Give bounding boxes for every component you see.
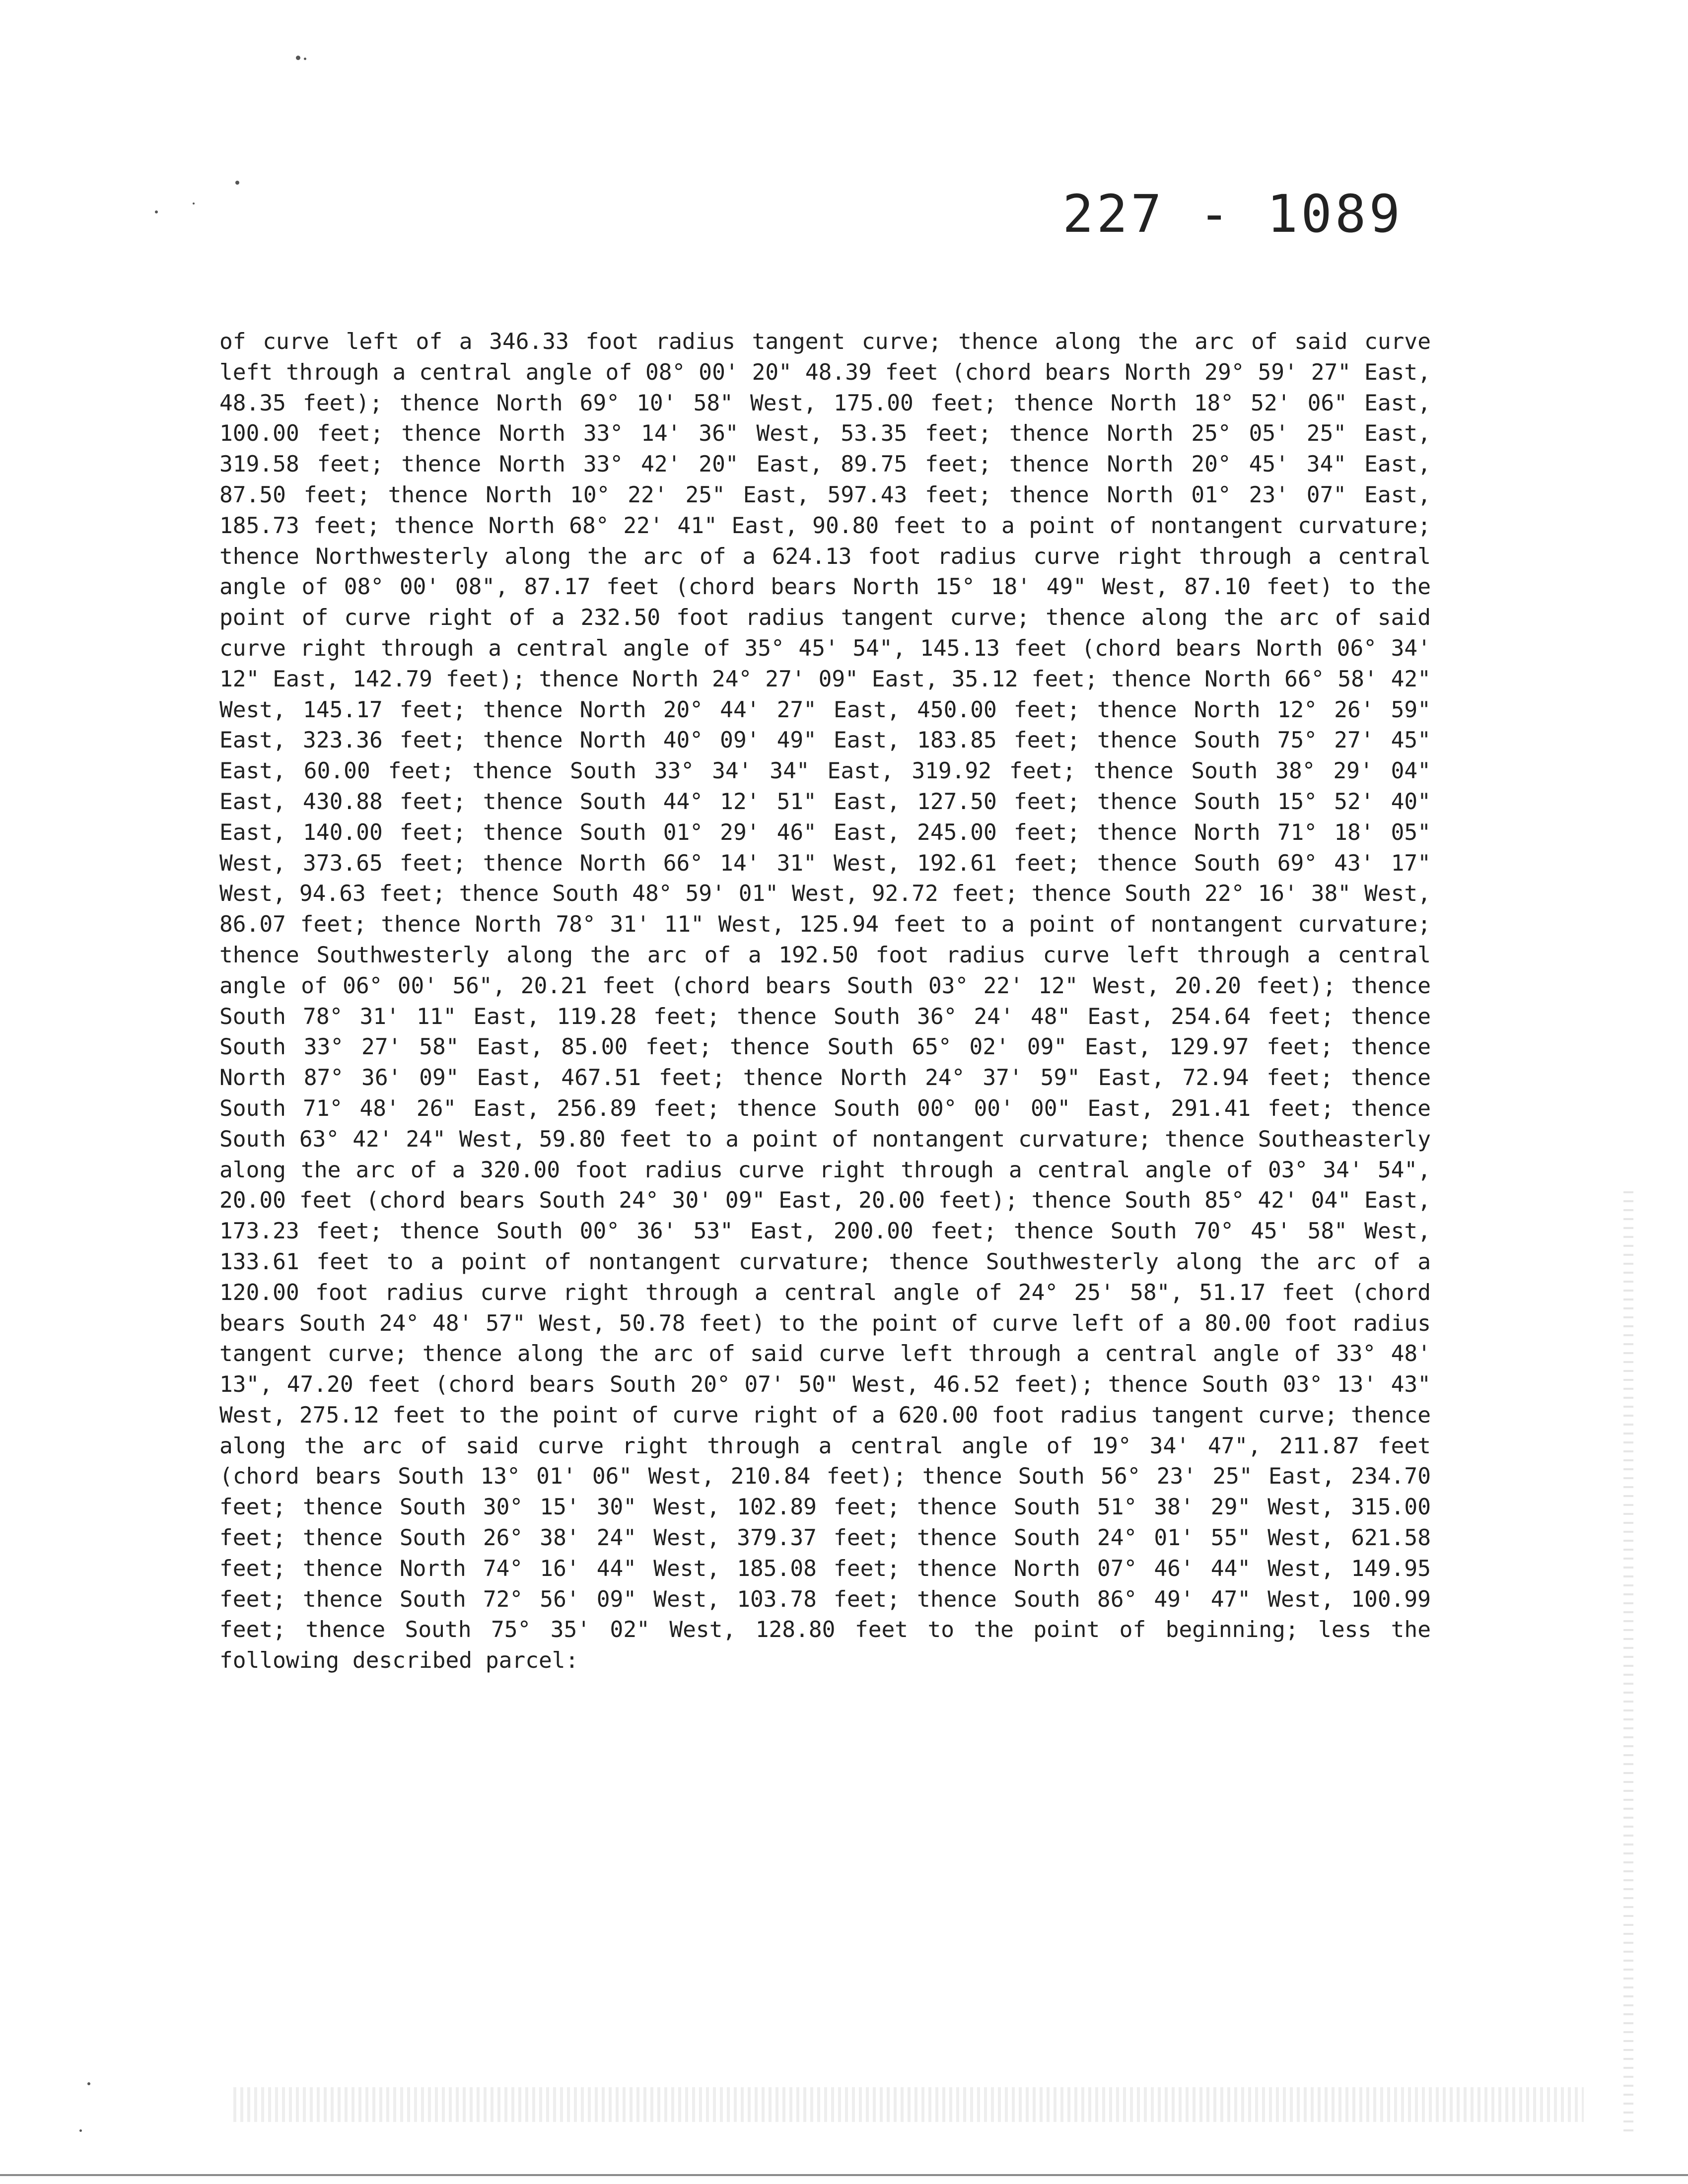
scan-speck — [296, 56, 300, 60]
scan-speck — [304, 58, 306, 60]
scan-speck — [87, 2082, 90, 2085]
page-number: 227 - 1089 — [1062, 184, 1404, 244]
scan-speck — [193, 203, 195, 205]
legal-description-text: of curve left of a 346.33 foot radius tangent curve; thence along the arc of said curve left through a central angle of 08° 00' 20" 48.39 feet (chord bears North 29° 59' 27" East, 48.35 feet); thence North 69° 10' 58" West, 175.00 feet; thence North 18° 52' 06" East, 100.00 feet; thence North 33° 14' 36" West, 53.35 feet; thence North 25° 05' 25" East, 319.58 feet; thence North 33° 42' 20" East, 89.75 feet; thence North 20° 45' 34" East, 87.50 feet; thence North 10° 22' 25" East, 597.43 feet; thence North 01° 23' 07" East, 185.73 feet; thence North 68° 22' 41" East, 90.80 feet to a point of nontangent curvature; thence Northwesterly along the arc of a 624.13 foot radius curve right through a central angle of 08° 00' 08", 87.17 feet (chord bears North 15° 18' 49" West, 87.10 feet) to the point of curve right of a 232.50 foot radius tangent curve; thence along the arc of said curve right through a central angle of 35° 45' 54", 145.13 feet (chord bears North 06° 34' 12" East, 142.79 feet); thence North 24° 27' 09" East, 35.12 feet; thence North 66° 58' 42" West, 145.17 feet; thence North 20° 44' 27" East, 450.00 feet; thence North 12° 26' 59" East, 323.36 feet; thence North 40° 09' 49" East, 183.85 feet; thence South 75° 27' 45" East, 60.00 feet; thence South 33° 34' 34" East, 319.92 feet; thence South 38° 29' 04" East, 430.88 feet; thence South 44° 12' 51" East, 127.50 feet; thence South 15° 52' 40" East, 140.00 feet; thence South 01° 29' 46" East, 245.00 feet; thence North 71° 18' 05" West, 373.65 feet; thence North 66° 14' 31" West, 192.61 feet; thence South 69° 43' 17" West, 94.63 feet; thence South 48° 59' 01" West, 92.72 feet; thence South 22° 16' 38" West, 86.07 feet; thence North 78° 31' 11" West, 125.94 feet to a point of nontangent curvature; thence Southwesterly along the arc of a 192.50 foot radius curve left through a central angle of 06° 00' 56", 20.21 feet (chord bears South 03° 22' 12" West, 20.20 feet); thence South 78° 31' 11" East, 119.28 feet; thence South 36° 24' 48" East, 254.64 feet; thence South 33° 27' 58" East, 85.00 feet; thence South 65° 02' 09" East, 129.97 feet; thence North 87° 36' 09" East, 467.51 feet; thence North 24° 37' 59" East, 72.94 feet; thence South 71° 48' 26" East, 256.89 feet; thence South 00° 00' 00" East, 291.41 feet; thence South 63° 42' 24" West, 59.80 feet to a point of nontangent curvature; thence Southeasterly along the arc of a 320.00 foot radius curve right through a central angle of 03° 34' 54", 20.00 feet (chord bears South 24° 30' 09" East, 20.00 feet); thence South 85° 42' 04" East, 173.23 feet; thence South 00° 36' 53" East, 200.00 feet; thence South 70° 45' 58" West, 133.61 feet to a point of nontangent curvature; thence Southwesterly along the arc of a 120.00 foot radius curve right through a central angle of 24° 25' 58", 51.17 feet (chord bears South 24° 48' 57" West, 50.78 feet) to the point of curve left of a 80.00 foot radius tangent curve; thence along the arc of said curve left through a central angle of 33° 48' 13", 47.20 feet (chord bears South 20° 07' 50" West, 46.52 feet); thence South 03° 13' 43" West, 275.12 feet to the point of curve right of a 620.00 foot radius tangent curve; thence along the arc of said curve right through a central angle of 19° 34' 47", 211.87 feet (chord bears South 13° 01' 06" West, 210.84 feet); thence South 56° 23' 25" East, 234.70 feet; thence South 30° 15' 30" West, 102.89 feet; thence South 51° 38' 29" West, 315.00 feet; thence South 26° 38' 24" West, 379.37 feet; thence South 24° 01' 55" West, 621.58 feet; thence North 74° 16' 44" West, 185.08 feet; thence North 07° 46' 44" West, 149.95 feet; thence South 72° 56' 09" West, 103.78 feet; thence South 86° 49' 47" West, 100.99 feet; thence South 75° 35' 02" West, 128.80 feet to the point of beginning; less the following described parcel: — [219, 329, 1431, 1674]
scan-artifact — [233, 2087, 1584, 2122]
scan-speck — [155, 210, 158, 213]
scan-speck — [235, 181, 239, 185]
scan-artifact — [1623, 1191, 1633, 2134]
scan-edge — [0, 2174, 1688, 2176]
scan-speck — [79, 2129, 82, 2132]
